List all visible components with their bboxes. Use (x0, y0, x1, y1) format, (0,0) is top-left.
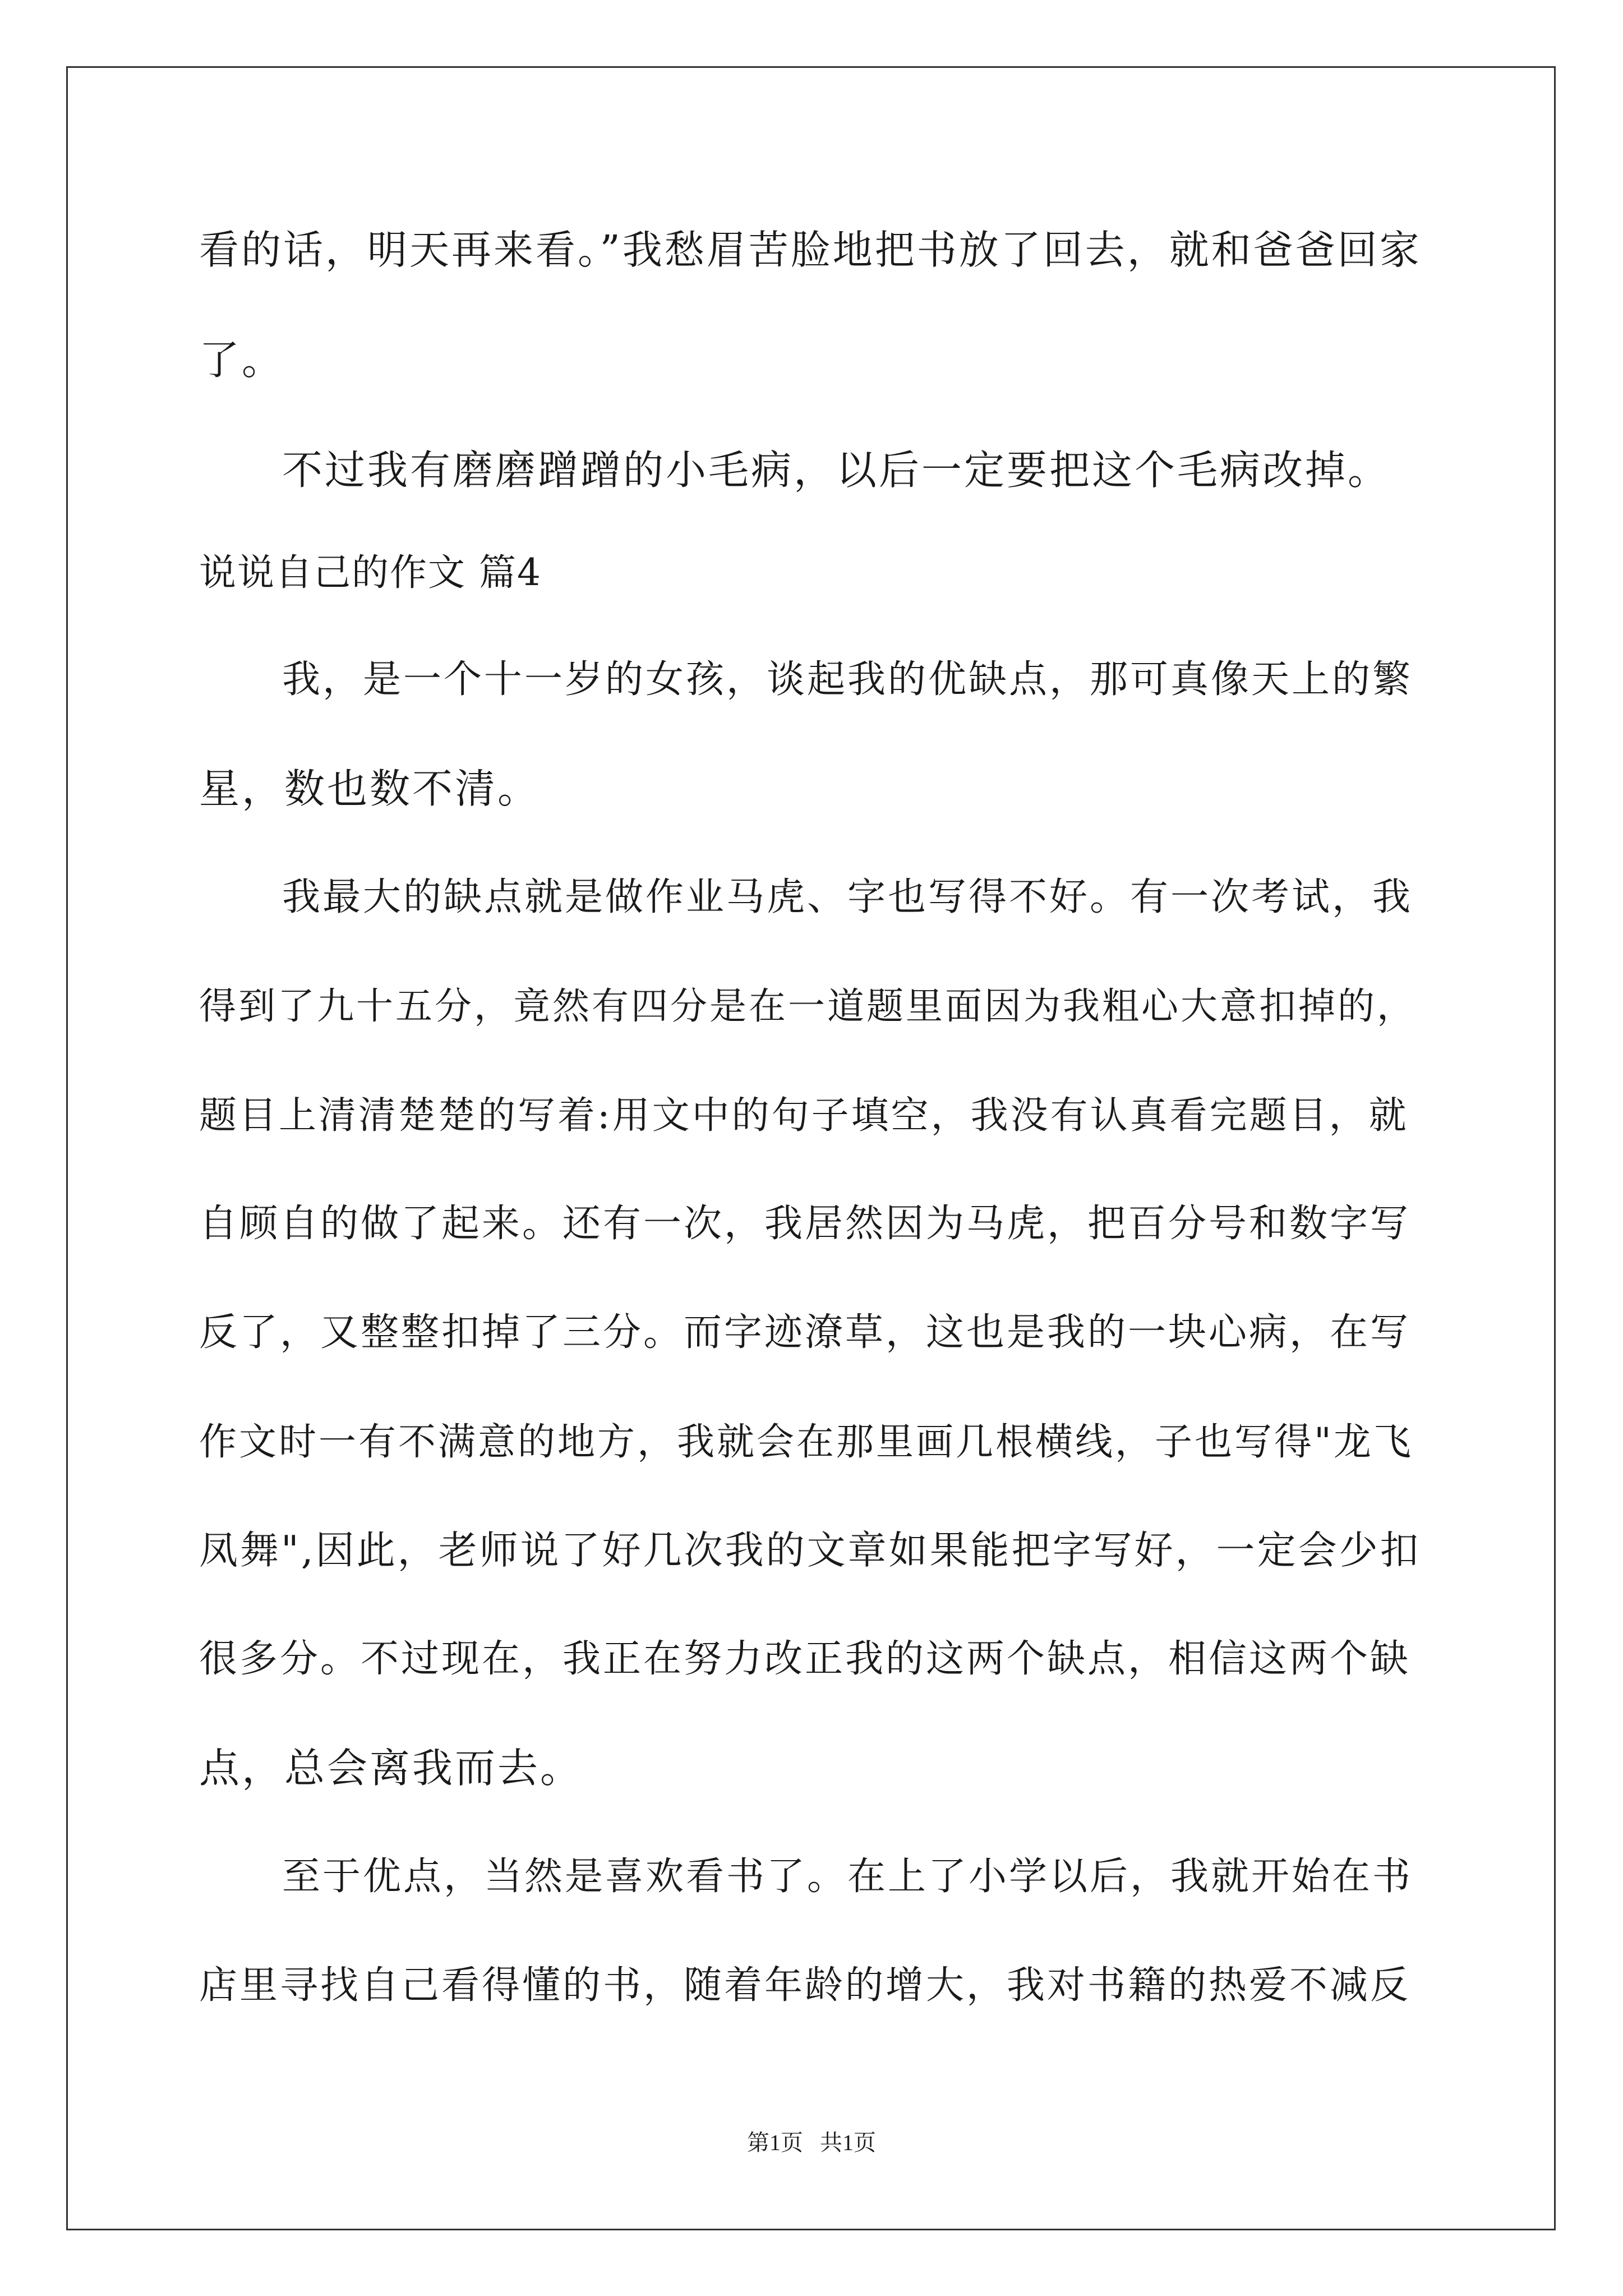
text-line: 题目上清清楚楚的写着:用文中的句子填空，我没有认真看完题目，就 (199, 1093, 1409, 1137)
text-line: 了。 (199, 337, 285, 384)
text-line: 反了，又整整扣掉了三分。而字迹潦草，这也是我的一块心病，在写 (199, 1310, 1411, 1355)
text-line: 凤舞",因此，老师说了好几次我的文章如果能把字写好，一定会少扣 (199, 1528, 1421, 1573)
text-line: 我，是一个十一岁的女孩，谈起我的优缺点，那可真像天上的繁 (282, 657, 1413, 702)
page-footer: 第1页 共1页 (747, 2130, 876, 2155)
text-line: 不过我有磨磨蹭蹭的小毛病，以后一定要把这个毛病改掉。 (282, 447, 1391, 494)
text-line: 很多分。不过现在，我正在努力改正我的这两个缺点，相信这两个缺 (199, 1637, 1411, 1681)
text-line: 至于优点，当然是喜欢看书了。在上了小学以后，我就开始在书 (282, 1855, 1413, 1899)
text-line: 店里寻找自己看得懂的书，随着年龄的增大，我对书籍的热爱不减反 (199, 1963, 1411, 2008)
text-line: 点，总会离我而去。 (199, 1745, 583, 1792)
text-line: 星，数也数不清。 (199, 765, 541, 812)
text-line: 自顾自的做了起来。还有一次，我居然因为马虎，把百分号和数字写 (199, 1202, 1411, 1246)
text-line: 作文时一有不满意的地方，我就会在那里画几根横线，子也写得"龙飞 (199, 1420, 1413, 1464)
section-heading: 说说自己的作文 篇4 (199, 551, 542, 594)
page-border (66, 66, 1556, 2230)
text-line: 得到了九十五分，竟然有四分是在一道题里面因为我粗心大意扣掉的， (199, 984, 1416, 1028)
text-line: 我最大的缺点就是做作业马虎、字也写得不好。有一次考试，我 (282, 875, 1413, 919)
text-line: 看的话，明天再来看。”我愁眉苦脸地把书放了回去，就和爸爸回家 (199, 227, 1422, 273)
